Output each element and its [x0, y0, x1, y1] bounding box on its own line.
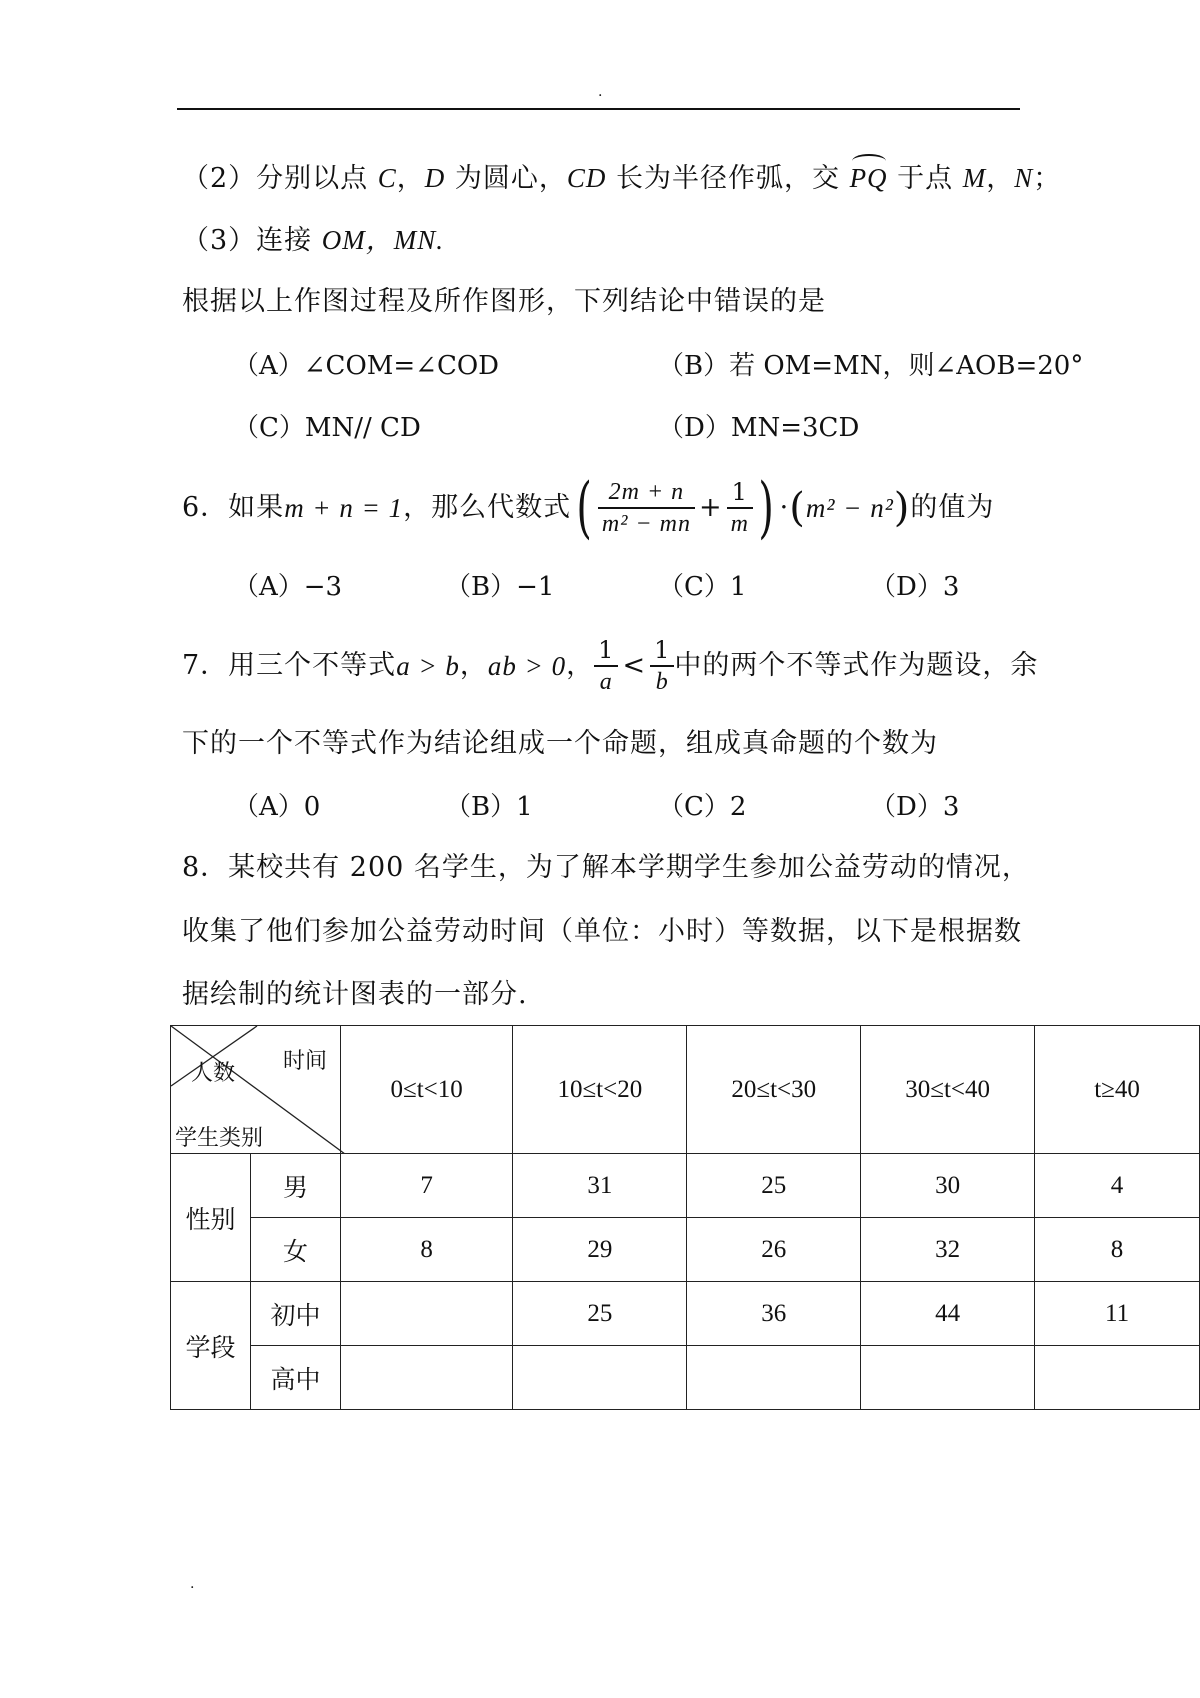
q5-step2-mid2: 长为半径作弧，交 — [606, 163, 850, 194]
left-paren: ( — [576, 469, 593, 546]
table-cell: 29 — [513, 1218, 687, 1282]
q7-frac-b-numerator: 1 — [650, 635, 674, 667]
q5-option-b: （B）若 OM=MN，则∠AOB=20° — [658, 351, 1084, 381]
q6-frac2-denominator: m — [730, 511, 749, 537]
q5-step2-post: 于点 — [887, 163, 963, 194]
table-cell: 11 — [1035, 1282, 1200, 1346]
q7-sep1: ， — [459, 650, 488, 681]
q6-option-d: （D）3 — [870, 572, 960, 602]
q5-step2 — [182, 158, 1061, 199]
row-label: 高中 — [251, 1346, 341, 1410]
point-d: D — [424, 163, 446, 193]
column-header: t≥40 — [1035, 1026, 1200, 1154]
q6-option-c: （C）1 — [658, 572, 747, 602]
corner-category-label: 学生类别 — [175, 1126, 264, 1151]
q5-option-a: （A）∠COM=∠COD — [233, 351, 500, 381]
table-cell: 44 — [861, 1282, 1035, 1346]
table-cell — [513, 1346, 687, 1410]
table-cell — [861, 1346, 1035, 1410]
q7-option-d: （D）3 — [870, 792, 960, 822]
table-cell: 26 — [687, 1218, 861, 1282]
q6-fraction-2 — [727, 477, 753, 539]
column-header: 10≤t<20 — [513, 1026, 687, 1154]
q7-line2: 下的一个不等式作为结论组成一个命题，组成真命题的个数为 — [182, 728, 938, 759]
row-label: 男 — [251, 1154, 341, 1218]
table-cell — [687, 1346, 861, 1410]
q6-stem — [182, 468, 994, 548]
table-cell — [340, 1282, 513, 1346]
q6-mid: ，那么代数式 — [403, 492, 572, 523]
q8-line3: 据绘制的统计图表的一部分. — [182, 979, 528, 1010]
q6-option-b: （B）−1 — [445, 572, 555, 602]
table-cell: 36 — [687, 1282, 861, 1346]
q8-line1: 8．某校共有 200 名学生，为了解本学期学生参加公益劳动的情况， — [182, 852, 1030, 883]
point-n: N — [1014, 163, 1034, 193]
q7-fraction-a — [594, 635, 618, 697]
q5-option-d: （D）MN=3CD — [658, 413, 860, 443]
right-paren-2: ) — [893, 485, 911, 531]
q7-inequality-2: ab > 0 — [487, 651, 567, 681]
q7-option-b: （B）1 — [445, 792, 533, 822]
q5-step2-end: ； — [1033, 163, 1062, 194]
plus-sign: + — [698, 492, 723, 523]
q5-step2-mid: 为圆心， — [445, 163, 567, 194]
table-cell: 8 — [340, 1218, 513, 1282]
table-row — [171, 1154, 1200, 1218]
column-header: 20≤t<30 — [687, 1026, 861, 1154]
less-than-sign: < — [622, 650, 647, 681]
q6-factor: m² − n² — [805, 493, 894, 523]
q7-option-a: （A）0 — [233, 792, 321, 822]
q5-conclusion: 根据以上作图过程及所作图形，下列结论中错误的是 — [182, 286, 826, 317]
table-cell: 8 — [1035, 1218, 1200, 1282]
q6-option-a: （A）−3 — [233, 572, 343, 602]
q5-step2-prefix: （2）分别以点 — [182, 163, 378, 194]
table-corner-cell — [171, 1026, 341, 1154]
column-header: 0≤t<10 — [340, 1026, 513, 1154]
q6-lead: 6．如果 — [182, 492, 285, 523]
table-cell: 25 — [687, 1154, 861, 1218]
table-cell: 4 — [1035, 1154, 1200, 1218]
labor-hours-table — [170, 1025, 1200, 1410]
left-paren-2: ( — [789, 485, 806, 531]
q5-sep: ， — [396, 163, 425, 194]
header-rule — [177, 108, 1020, 110]
q7-lead: 7．用三个不等式 — [182, 650, 397, 681]
point-c: C — [377, 163, 397, 193]
table-row — [171, 1218, 1200, 1282]
header-mark: . — [598, 84, 603, 100]
table-cell — [340, 1346, 513, 1410]
table-cell: 31 — [513, 1154, 687, 1218]
table-cell: 32 — [861, 1218, 1035, 1282]
table-cell — [1035, 1346, 1200, 1410]
multiply-dot: · — [779, 492, 790, 523]
q7-tail: 中的两个不等式作为题设，余 — [674, 650, 1039, 681]
q6-tail: 的值为 — [910, 492, 995, 523]
segment-cd: CD — [566, 163, 607, 193]
table-row — [171, 1346, 1200, 1410]
q7-frac-a-denominator: a — [599, 669, 613, 695]
q5-step3-prefix: （3）连接 — [182, 225, 322, 256]
q5-step3 — [182, 220, 444, 261]
q7-inequality-1: a > b — [396, 651, 460, 681]
q6-frac1-numerator: 2m + n — [598, 477, 695, 509]
q7-frac-a-numerator: 1 — [594, 635, 618, 667]
corner-time-label: 时间 — [283, 1049, 328, 1074]
table-cell: 7 — [340, 1154, 513, 1218]
q6-frac2-numerator: 1 — [727, 477, 753, 509]
row-label: 女 — [251, 1218, 341, 1282]
q5-option-c: （C）MN// CD — [233, 413, 421, 443]
column-header: 30≤t<40 — [861, 1026, 1035, 1154]
group-gender: 性别 — [171, 1154, 251, 1282]
table-cell: 25 — [513, 1282, 687, 1346]
q6-condition: m + n = 1 — [284, 493, 404, 523]
corner-people-label: 人数 — [191, 1061, 236, 1086]
q7-sep2: ， — [566, 650, 595, 681]
q5-sep2: ， — [986, 163, 1015, 194]
q7-option-c: （C）2 — [658, 792, 747, 822]
arc-pq: PQ — [850, 158, 888, 198]
q7-fraction-b — [650, 635, 674, 697]
q6-fraction-1 — [598, 477, 695, 539]
q6-frac1-denominator: m² − mn — [601, 511, 691, 537]
point-m: M — [962, 163, 987, 193]
table-cell: 30 — [861, 1154, 1035, 1218]
table-header-row — [171, 1026, 1200, 1154]
group-stage: 学段 — [171, 1282, 251, 1410]
q7-stem — [182, 626, 1038, 706]
q5-step3-vars: OM，MN. — [321, 225, 445, 255]
q8-line2: 收集了他们参加公益劳动时间（单位：小时）等数据，以下是根据数 — [182, 916, 1022, 947]
right-paren: ) — [758, 469, 775, 546]
footer-mark: . — [190, 1576, 195, 1592]
row-label: 初中 — [251, 1282, 341, 1346]
table-row — [171, 1282, 1200, 1346]
q7-frac-b-denominator: b — [655, 669, 669, 695]
